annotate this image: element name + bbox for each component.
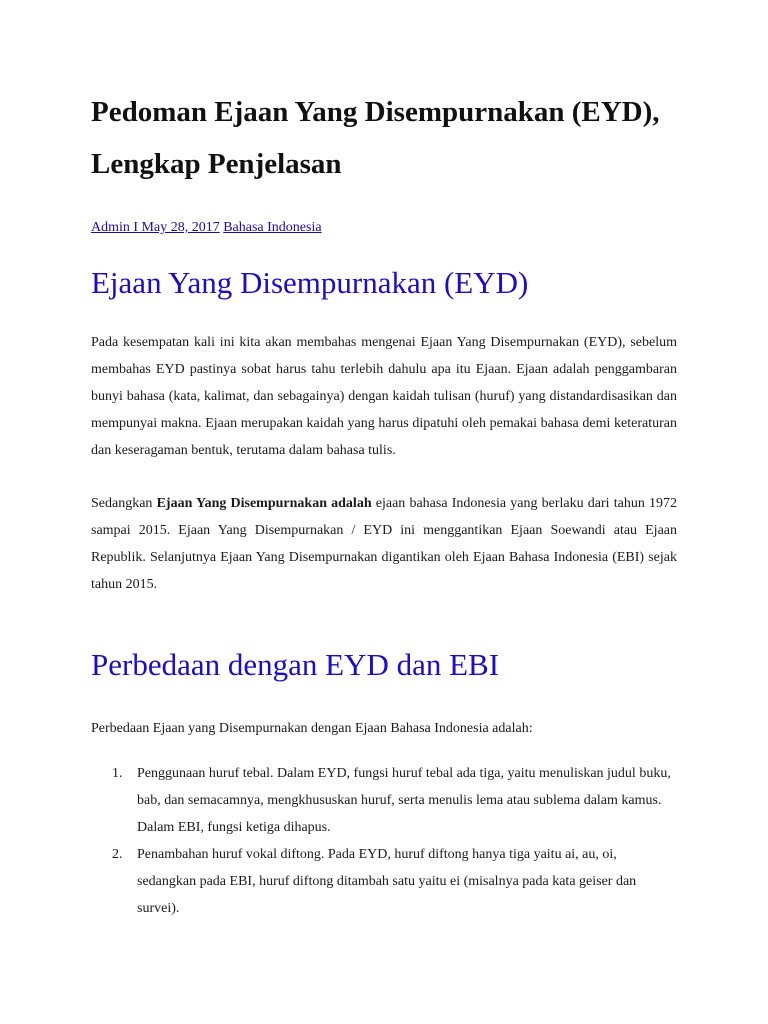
- list-item: [91, 841, 677, 922]
- list-item-number: 2.: [112, 847, 123, 862]
- post-title: Pedoman Ejaan Yang Disempurnakan (EYD), Lengkap Penjelasan: [91, 96, 660, 180]
- paragraph-definition: [91, 490, 677, 598]
- list-item-number: 1.: [112, 766, 123, 781]
- section-heading-perbedaan: Perbedaan dengan EYD dan EBI: [91, 647, 500, 682]
- category-link[interactable]: Bahasa Indonesia: [223, 220, 322, 235]
- list-item-text: Penggunaan huruf tebal. Dalam EYD, fungsi huruf tebal ada tiga, yaitu menuliskan judul buku, bab, dan semacamnya, mengkhususkan huruf, serta menulis lema atau sublema dalam kamus. Dalam EBI, fungsi ketiga dihapus.: [137, 766, 671, 835]
- section-heading-eyd: Ejaan Yang Disempurnakan (EYD): [91, 265, 529, 300]
- paragraph-definition-bold: Ejaan Yang Disempurnakan adalah: [156, 496, 372, 511]
- author-date-link[interactable]: Admin I May 28, 2017: [91, 220, 220, 235]
- list-item: [91, 760, 677, 841]
- paragraph-definition-rest: ejaan bahasa Indonesia yang berlaku dari tahun 1972 sampai 2015. Ejaan Yang Disempurnakan / EYD ini menggantikan Ejaan Soewandi atau Ejaan Republik. Selanjutnya Ejaan Yang Disempurnakan digantikan oleh Ejaan Bahasa Indonesia (EBI) sejak tahun 2015.: [91, 496, 677, 592]
- paragraph-definition-lead: Sedangkan: [91, 496, 157, 511]
- difference-list: [91, 760, 677, 922]
- paragraph-intro: Pada kesempatan kali ini kita akan membahas mengenai Ejaan Yang Disempurnakan (EYD), sebelum membahas EYD pastinya sobat harus tahu terlebih dahulu apa itu Ejaan. Ejaan adalah penggambaran bunyi bahasa (kata, kalimat, dan sebagainya) dengan kaidah tulisan (huruf) yang distandardisasikan dan mempunyai makna. Ejaan merupakan kaidah yang harus dipatuhi oleh pemakai bahasa demi keteraturan dan keseragaman bentuk, terutama dalam bahasa tulis.: [91, 335, 677, 458]
- post-meta: [91, 218, 322, 238]
- paragraph-perbedaan-intro: Perbedaan Ejaan yang Disempurnakan dengan Ejaan Bahasa Indonesia adalah:: [91, 721, 533, 736]
- list-item-text: Penambahan huruf vokal diftong. Pada EYD, huruf diftong hanya tiga yaitu ai, au, oi, sedangkan pada EBI, huruf diftong ditambah satu yaitu ei (misalnya pada kata geiser dan survei).: [137, 847, 637, 916]
